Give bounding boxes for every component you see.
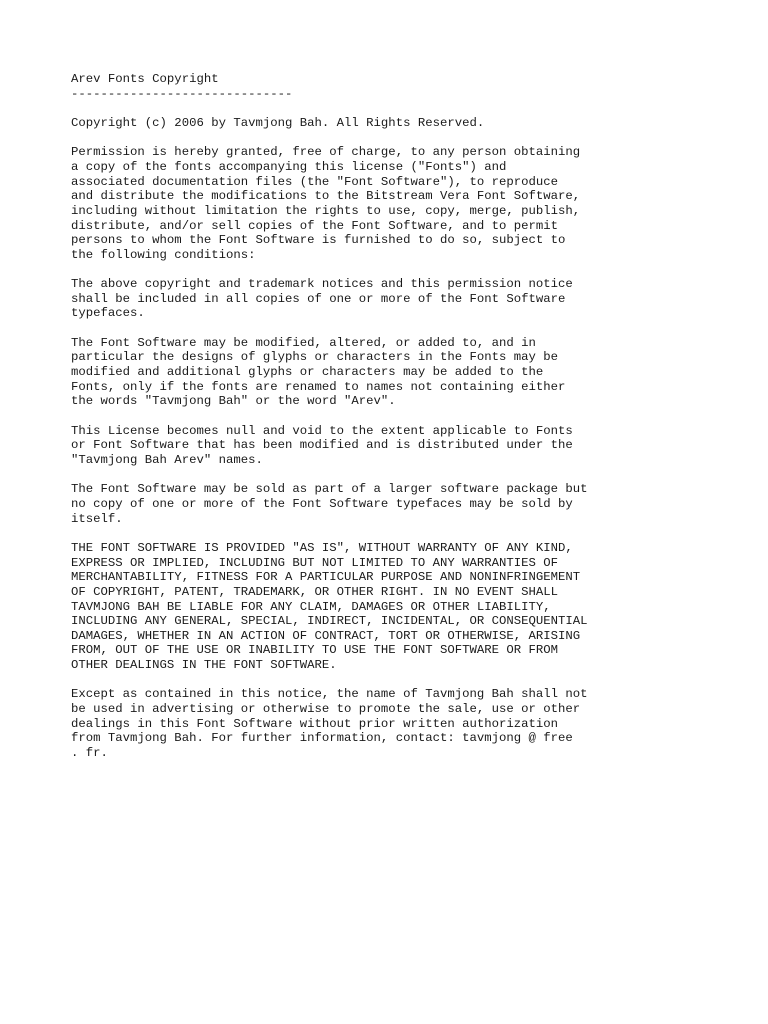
void-paragraph: This License becomes null and void to the extent applicable to Fonts or Font Software that has been modified and is distributed under the "Tavmjong Bah Arev" names.	[71, 423, 573, 467]
title-underline: ------------------------------	[71, 86, 293, 101]
notice-paragraph: The above copyright and trademark notices and this permission notice shall be included in all copies of one or more of the Font Software typefaces.	[71, 277, 573, 321]
permission-paragraph: Permission is hereby granted, free of charge, to any person obtaining a copy of the fonts accompanying this license ("Fonts") and associated documentation files (the "Font Software"), to reproduce and distribute the modifications to the Bitstream Vera Font Software, including without limitation the rights to use, copy, merge, publish, distribute, and/or sell copies of the Font Software, and to permit persons to whom the Font Software is furnished to do so, subject to the following conditions:	[71, 145, 581, 262]
warranty-disclaimer-paragraph: THE FONT SOFTWARE IS PROVIDED "AS IS", WITHOUT WARRANTY OF ANY KIND, EXPRESS OR IMPLIED, INCLUDING BUT NOT LIMITED TO ANY WARRANTIES OF MERCHANTABILITY, FITNESS FOR A PARTICULAR PURPOSE AND NONINFRINGEMENT OF COPYRIGHT, PATENT, TRADEMARK, OR OTHER RIGHT. IN NO EVENT SHALL TAVMJONG BAH BE LIABLE FOR ANY CLAIM, DAMAGES OR OTHER LIABILITY, INCLUDING ANY GENERAL, SPECIAL, INDIRECT, INCIDENTAL, OR CONSEQUENTIAL DAMAGES, WHETHER IN AN ACTION OF CONTRACT, TORT OR OTHERWISE, ARISING FROM, OUT OF THE USE OR INABILITY TO USE THE FONT SOFTWARE OR FROM OTHER DEALINGS IN THE FONT SOFTWARE.	[71, 540, 588, 673]
license-document	[71, 72, 711, 775]
modification-paragraph: The Font Software may be modified, altered, or added to, and in particular the designs of glyphs or characters in the Fonts may be modified and additional glyphs or characters may be added to the Fonts, only if the fonts are renamed to names not containing either the words "Tavmjong Bah" or the word "Arev".	[71, 335, 566, 409]
document-title: Arev Fonts Copyright	[71, 72, 219, 86]
sale-paragraph: The Font Software may be sold as part of a larger software package but no copy of one or more of the Font Software typefaces may be sold by itself.	[71, 482, 588, 526]
name-usage-paragraph: Except as contained in this notice, the name of Tavmjong Bah shall not be used in advertising or otherwise to promote the sale, use or other dealings in this Font Software without prior written authorization from Tavmjong Bah. For further information, contact: tavmjong @ free . fr.	[71, 687, 588, 761]
copyright-line: Copyright (c) 2006 by Tavmjong Bah. All Rights Reserved.	[71, 115, 485, 130]
